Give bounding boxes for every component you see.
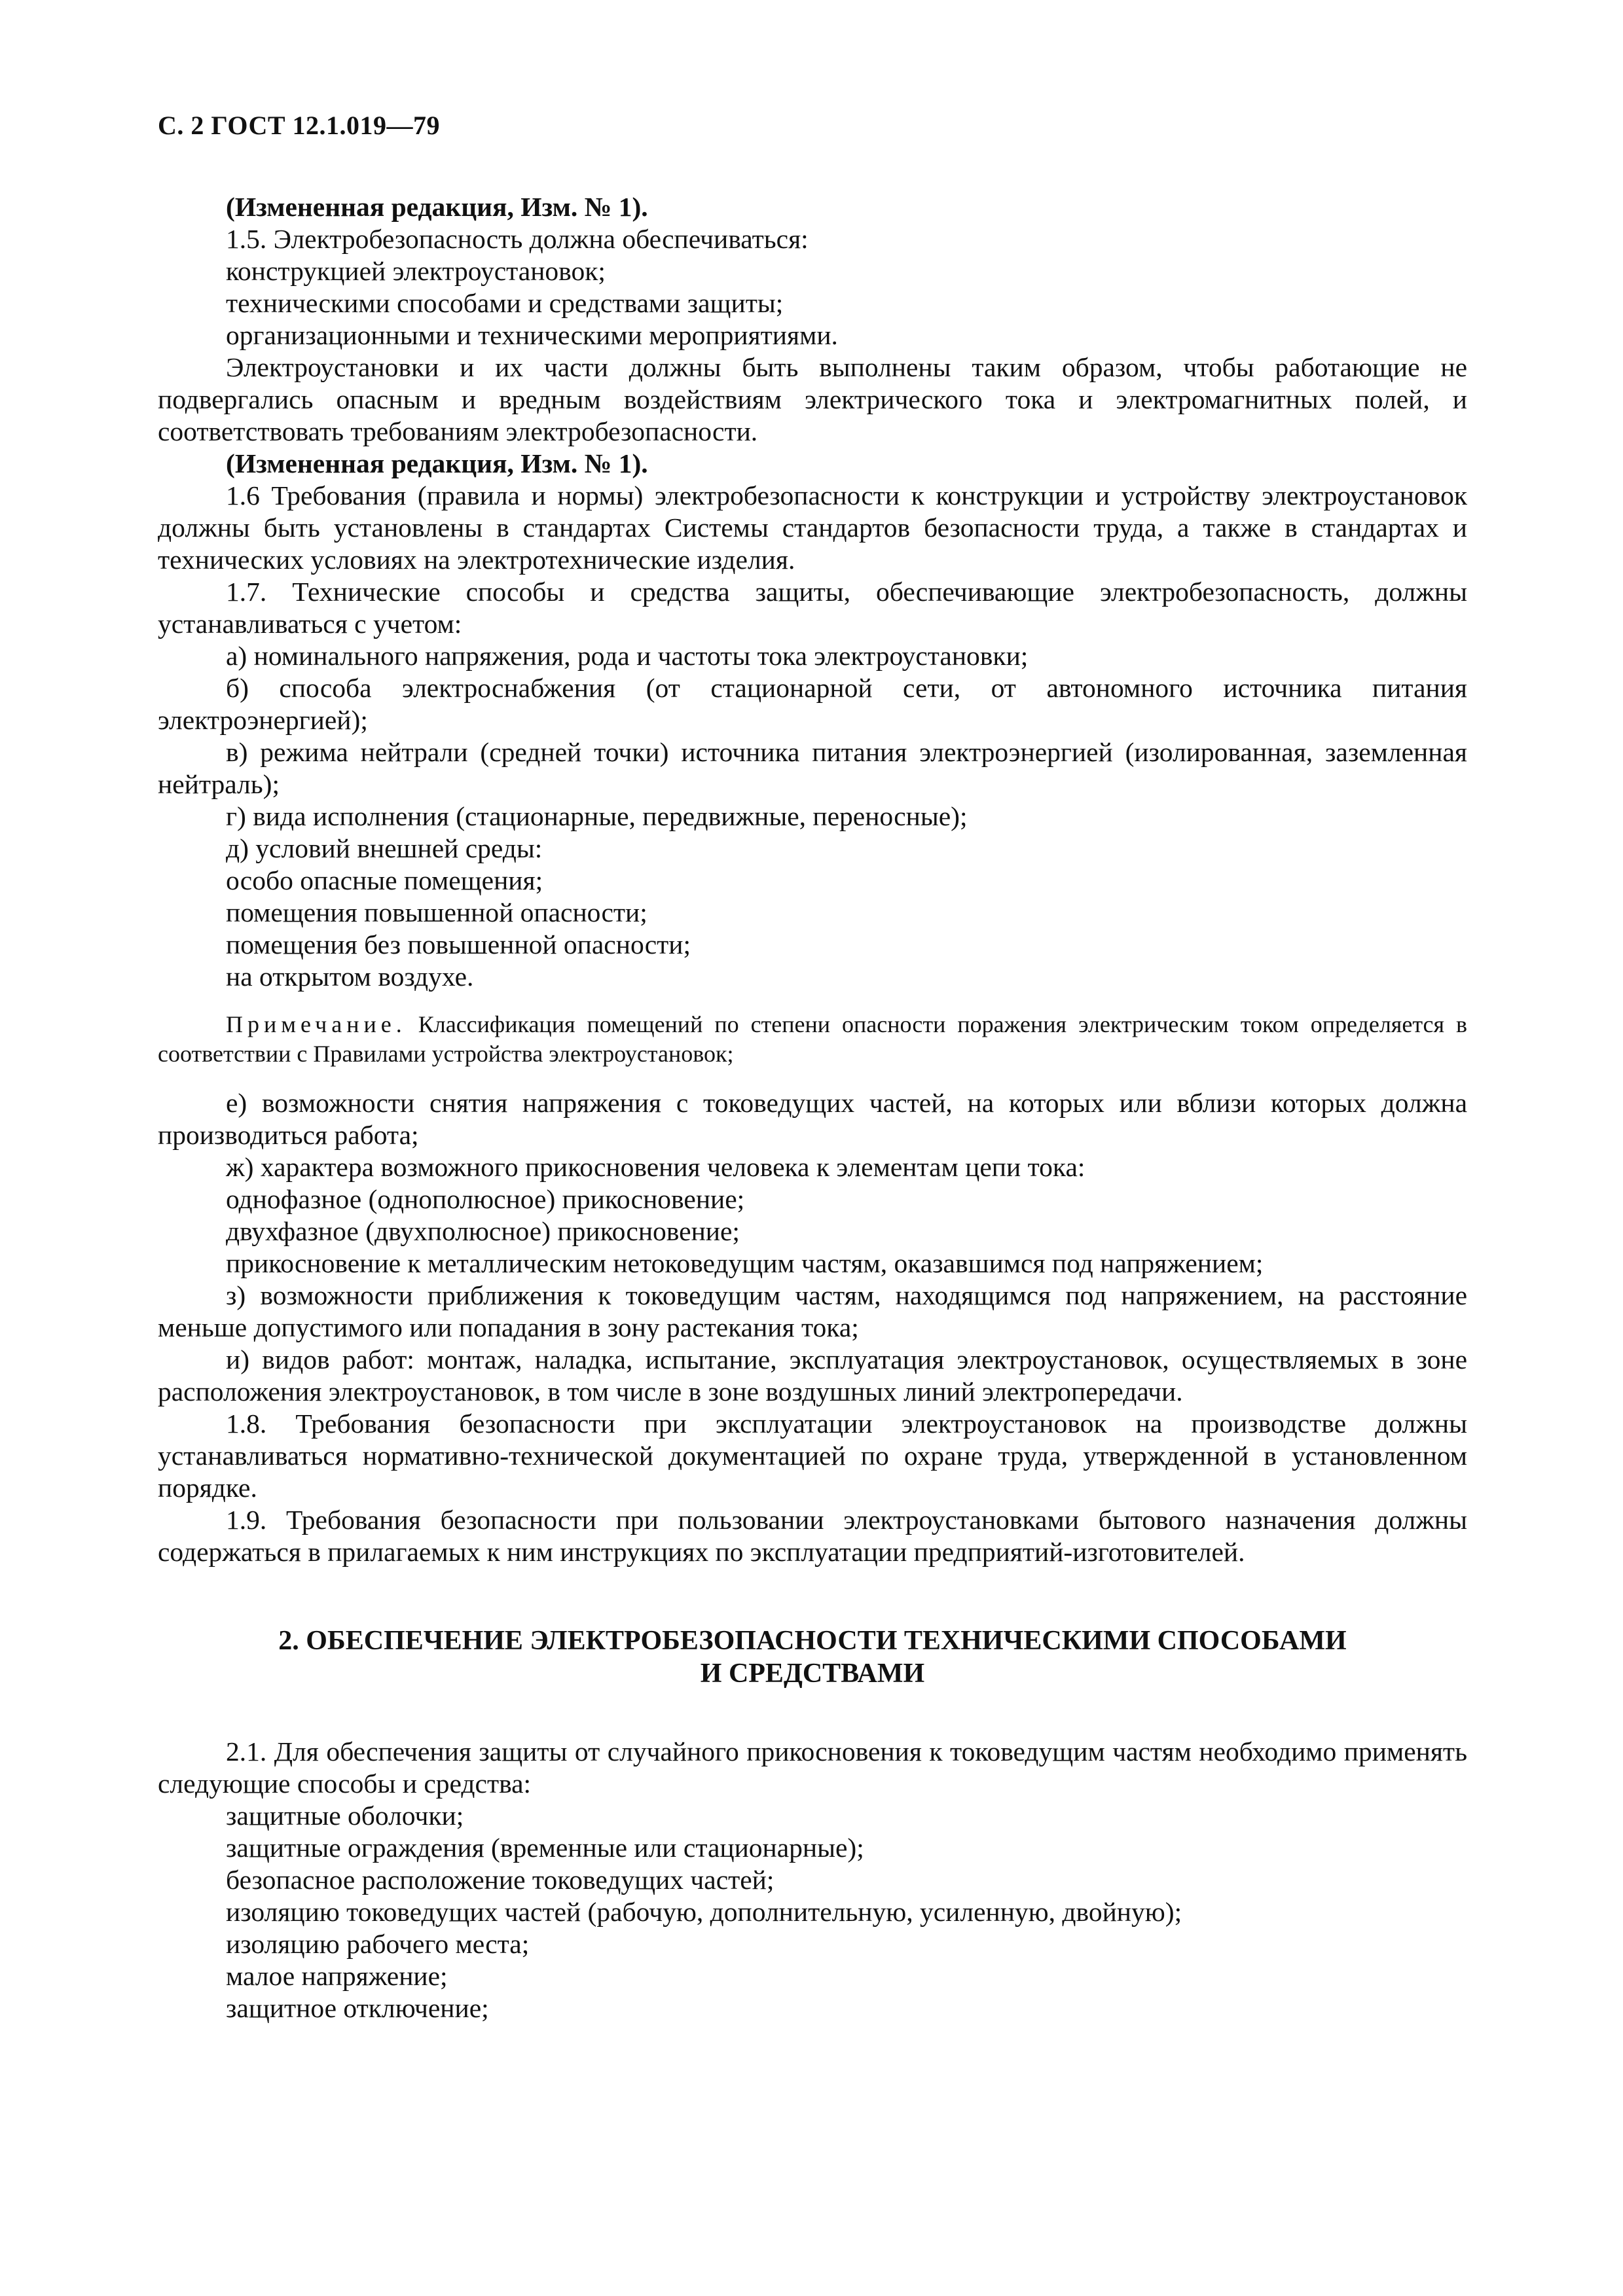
paragraph: 1.7. Технические способы и средства защиты, обеспечивающие электробезопасность, должны устанавливаться с учетом: bbox=[158, 577, 1467, 639]
paragraph: 1.5. Электробезопасность должна обеспечиваться: bbox=[226, 224, 809, 254]
paragraph: помещения без повышенной опасности; bbox=[226, 929, 691, 960]
paragraphs-bottom bbox=[158, 1736, 1467, 2024]
paragraph: и) видов работ: монтаж, наладка, испытание, эксплуатация электроустановок, осуществляемых в зоне расположения электроустановок, в том числе в зоне воздушных линий электропередачи. bbox=[158, 1344, 1467, 1407]
section-2-title bbox=[158, 1624, 1467, 1690]
paragraph: г) вида исполнения (стационарные, передвижные, переносные); bbox=[226, 801, 968, 831]
paragraph: малое напряжение; bbox=[226, 1961, 448, 1991]
paragraph: техническими способами и средствами защиты; bbox=[226, 288, 784, 318]
paragraph: Электроустановки и их части должны быть выполнены таким образом, чтобы работающие не подвергались опасным и вредным воздействиям электрического тока и электромагнитных полей, и соответствовать требованиям электробезопасности. bbox=[158, 352, 1467, 446]
paragraph: на открытом воздухе. bbox=[226, 961, 474, 992]
paragraph: изоляцию рабочего места; bbox=[226, 1929, 530, 1959]
paragraph: безопасное расположение токоведущих частей; bbox=[226, 1865, 775, 1895]
note-paragraph bbox=[158, 1010, 1467, 1069]
note-label: Примечание. bbox=[226, 1011, 407, 1037]
section-title-line-2: И СРЕДСТВАМИ bbox=[700, 1659, 925, 1689]
paragraph: е) возможности снятия напряжения с токоведущих частей, на которых или вблизи которых должна производиться работа; bbox=[158, 1088, 1467, 1150]
paragraph: защитные ограждения (временные или стационарные); bbox=[226, 1833, 864, 1863]
paragraph: б) способа электроснабжения (от стационарной сети, от автономного источника питания электроэнергией); bbox=[158, 673, 1467, 735]
paragraph: 2.1. Для обеспечения защиты от случайного прикосновения к токоведущим частям необходимо применять следующие способы и средства: bbox=[158, 1736, 1467, 1799]
paragraph: особо опасные помещения; bbox=[226, 865, 543, 895]
paragraph: помещения повышенной опасности; bbox=[226, 897, 647, 927]
revision-note: (Измененная редакция, Изм. № 1). bbox=[226, 192, 648, 222]
paragraph: защитные оболочки; bbox=[226, 1801, 464, 1831]
paragraph: конструкцией электроустановок; bbox=[226, 256, 606, 286]
paragraph: двухфазное (двухполюсное) прикосновение; bbox=[226, 1216, 740, 1246]
section-title-line-1: 2. ОБЕСПЕЧЕНИЕ ЭЛЕКТРОБЕЗОПАСНОСТИ ТЕХНИЧЕСКИМИ СПОСОБАМИ bbox=[278, 1626, 1347, 1656]
paragraph: 1.9. Требования безопасности при пользовании электроустановками бытового назначения должны содержаться в прилагаемых к ним инструкциях по эксплуатации предприятий-изготовителей. bbox=[158, 1505, 1467, 1567]
paragraph: а) номинального напряжения, рода и частоты тока электроустановки; bbox=[226, 641, 1029, 671]
document-body bbox=[158, 191, 1467, 2024]
note-text: Классификация помещений по степени опасности поражения электрическим током определяется в соответствии с Правилами устройства электроустановок; bbox=[158, 1011, 1468, 1067]
paragraph: з) возможности приближения к токоведущим частям, находящимся под напряжением, на расстояние меньше допустимого или попадания в зону растекания тока; bbox=[158, 1280, 1467, 1342]
paragraph: д) условий внешней среды: bbox=[226, 833, 543, 863]
paragraph: однофазное (однополюсное) прикосновение; bbox=[226, 1184, 745, 1214]
paragraph: 1.6 Требования (правила и нормы) электробезопасности к конструкции и устройству электроустановок должны быть установлены в стандартах Системы стандартов безопасности труда, а также в стандартах и технических условиях на электротехнические изделия. bbox=[158, 480, 1467, 575]
paragraph: 1.8. Требования безопасности при эксплуатации электроустановок на производстве должны устанавливаться нормативно-технической документацией по охране труда, утвержденной в установленном порядке. bbox=[158, 1408, 1467, 1503]
revision-note: (Измененная редакция, Изм. № 1). bbox=[226, 448, 648, 478]
paragraphs-top bbox=[158, 191, 1467, 993]
paragraph: изоляцию токоведущих частей (рабочую, дополнительную, усиленную, двойную); bbox=[226, 1897, 1182, 1927]
page-header: С. 2 ГОСТ 12.1.019—79 bbox=[158, 111, 441, 140]
paragraph: ж) характера возможного прикосновения человека к элементам цепи тока: bbox=[226, 1152, 1085, 1182]
paragraph: в) режима нейтрали (средней точки) источника питания электроэнергией (изолированная, заземленная нейтраль); bbox=[158, 737, 1467, 799]
paragraphs-middle bbox=[158, 1087, 1467, 1568]
paragraph: защитное отключение; bbox=[226, 1993, 489, 2023]
paragraph: организационными и техническими мероприятиями. bbox=[226, 320, 838, 350]
paragraph: прикосновение к металлическим нетоковедущим частям, оказавшимся под напряжением; bbox=[226, 1248, 1264, 1278]
